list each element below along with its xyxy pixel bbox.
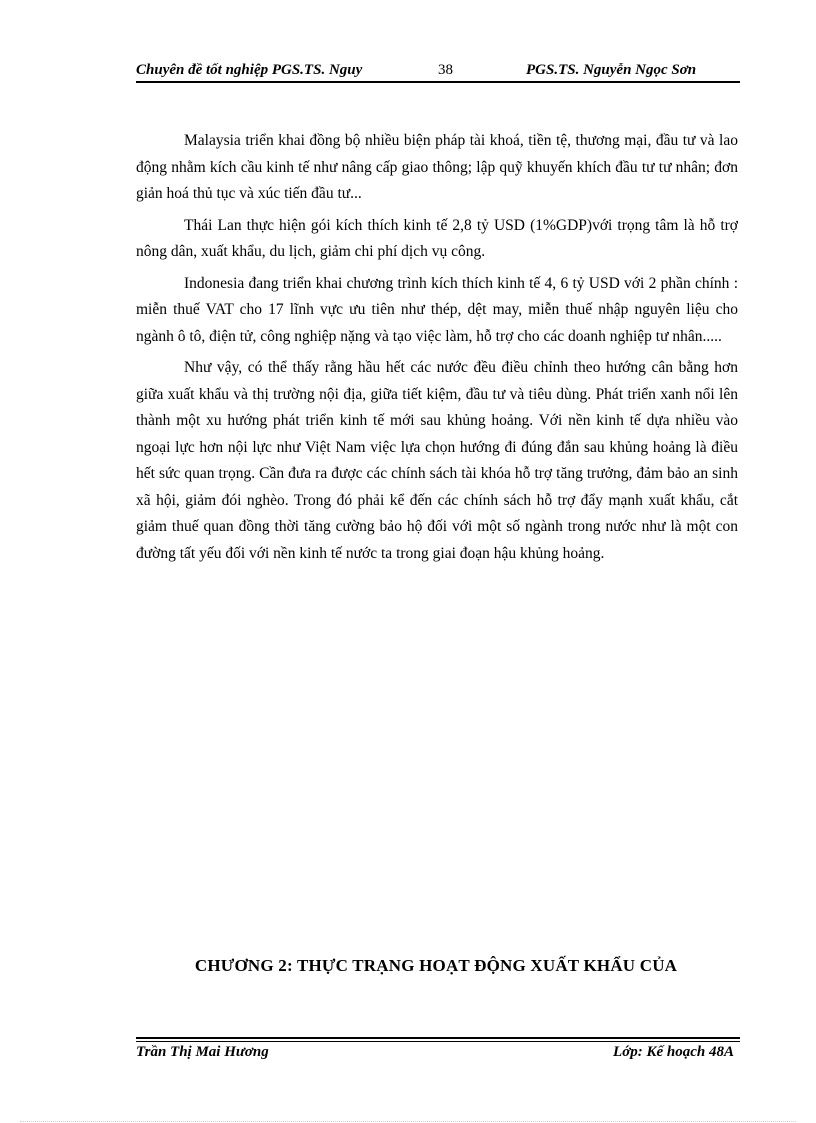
header-page-number: 38 [438,62,453,78]
page-footer [136,1044,740,1066]
body-text [136,128,738,572]
paragraph-malaysia: Malaysia triển khai đồng bộ nhiều biện pháp tài khoá, tiền tệ, thương mại, đầu tư và lao động nhằm kích cầu kinh tế như nâng cấp giao thông; lập quỹ khuyến khích đầu tư tư nhân; đơn giản hoá thủ tục và xúc tiến đầu tư... [136,132,738,202]
footer-divider-thin [136,1041,740,1042]
paragraph-conclusion: Như vậy, có thể thấy rằng hầu hết các nước đều điều chỉnh theo hướng cân bằng hơn giữa xuất khẩu và thị trường nội địa, giữa tiết kiệm, đầu tư và tiêu dùng. Phát triển xanh nổi lên thành một xu hướng phát triển kinh tế mới sau khủng hoảng. Với nền kinh tế dựa nhiều vào ngoại lực hơn nội lực như Việt Nam việc lựa chọn hướng đi đúng đắn sau khủng hoảng là điều hết sức quan trọng. Cần đưa ra được các chính sách tài khóa hỗ trợ tăng trưởng, đảm bảo an sinh xã hội, giảm đói nghèo. Trong đó phải kể đến các chính sách hỗ trợ đẩy mạnh xuất khẩu, cắt giảm thuế quan đồng thời tăng cường bảo hộ đối với một số ngành trong nước như là một con đường tất yếu đối với nền kinh tế nước ta trong giai đoạn hậu khủng hoảng. [136,359,738,562]
paragraph-indonesia: Indonesia đang triển khai chương trình kích thích kinh tế 4, 6 tỷ USD với 2 phần chính : miễn thuế VAT cho 17 lĩnh vực ưu tiên như thép, dệt may, miễn thuế nhập nguyên liệu cho ngành ô tô, điện tử, công nghiệp nặng và tạo việc làm, hỗ trợ cho các doanh nghiệp tư nhân..... [136,274,738,345]
header-right-text: PGS.TS. Nguyễn Ngọc Sơn [526,62,697,78]
page-edge [20,1121,796,1122]
footer-divider-thick [136,1037,740,1039]
paragraph-thailand: Thái Lan thực hiện gói kích thích kinh tế 2,8 tỷ USD (1%GDP)với trọng tâm là hỗ trợ nông dân, xuất khẩu, du lịch, giảm chi phí dịch vụ công. [136,216,738,260]
header-divider [136,81,740,83]
header-left-text: Chuyên đề tốt nghiệp PGS.TS. Nguy [136,62,363,78]
footer-author: Trần Thị Mai Hương [136,1044,269,1060]
footer-class: Lớp: Kế hoạch 48A [613,1044,734,1060]
chapter-heading: CHƯƠNG 2: THỰC TRẠNG HOẠT ĐỘNG XUẤT KHẨU CỦA [194,956,678,975]
page-header [136,60,740,82]
